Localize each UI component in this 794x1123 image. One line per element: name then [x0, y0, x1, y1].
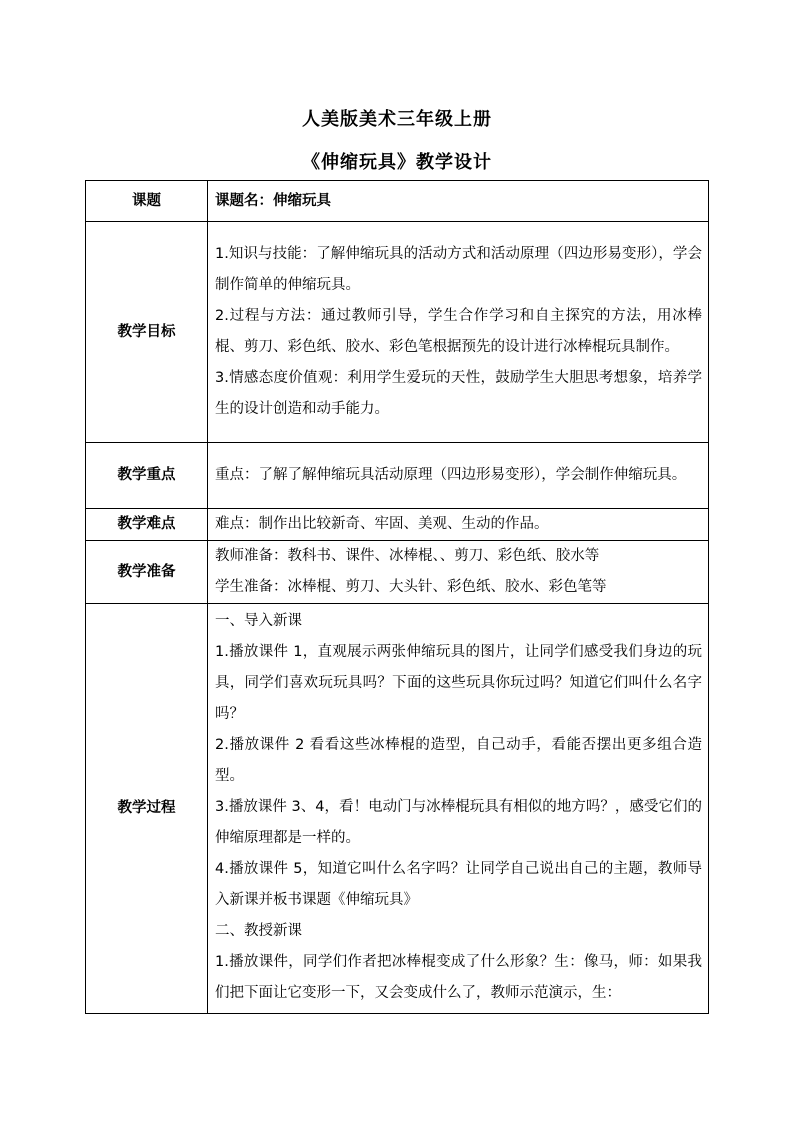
table-row-key-points: [86, 443, 709, 509]
row-content: [208, 604, 709, 1014]
content-paragraph: 2.播放课件 2 看看这些冰棒棍的造型，自己动手，看能否摆出更多组合造型。: [215, 737, 702, 784]
row-content: [208, 509, 709, 541]
content-paragraph: 难点：制作出比较新奇、牢固、美观、生动的作品。: [215, 516, 549, 532]
row-label: 教学过程: [86, 604, 208, 1014]
content-paragraph: 一、导入新课: [215, 613, 302, 629]
content-paragraph: 3.情感态度价值观：利用学生爱玩的天性，鼓励学生大胆思考想象，培养学生的设计创造和动手能力。: [215, 370, 702, 417]
content-paragraph: 4.播放课件 5，知道它叫什么名字吗？让同学自己说出自己的主题，教师导入新课并板书课题《伸缩玩具》: [215, 861, 702, 908]
content-paragraph: 1.播放课件 1，直观展示两张伸缩玩具的图片，让同学们感受我们身边的玩具，同学们喜欢玩玩具吗？下面的这些玩具你玩过吗？知道它们叫什么名字吗？: [215, 644, 702, 722]
row-label: 教学难点: [86, 509, 208, 541]
row-label: 课题: [86, 181, 208, 222]
content-paragraph: 重点：了解了解伸缩玩具活动原理（四边形易变形），学会制作伸缩玩具。: [215, 467, 687, 483]
row-label: 教学重点: [86, 443, 208, 509]
table-row-objectives: [86, 222, 709, 443]
row-content: [208, 541, 709, 604]
content-paragraph: 1.播放课件，同学们作者把冰棒棍变成了什么形象？生：像马，师：如果我们把下面让它变形一下，又会变成什么了，教师示范演示，生：: [215, 954, 702, 1001]
content-paragraph: 3.播放课件 3、4，看！电动门与冰棒棍玩具有相似的地方吗？，感受它们的伸缩原理都是一样的。: [215, 799, 702, 846]
row-label: 教学准备: [86, 541, 208, 604]
lesson-plan-table: [85, 180, 709, 1014]
content-paragraph: 1.知识与技能：了解伸缩玩具的活动方式和活动原理（四边形易变形），学会制作简单的伸缩玩具。: [215, 246, 702, 293]
document-title: 人美版美术三年级上册: [302, 109, 492, 130]
row-label: 教学目标: [86, 222, 208, 443]
content-paragraph: 二、教授新课: [215, 923, 302, 939]
row-content: [208, 222, 709, 443]
table-row-process: [86, 604, 709, 1014]
content-paragraph: 课题名：伸缩玩具: [215, 192, 331, 209]
row-content: [208, 181, 709, 222]
row-content: [208, 443, 709, 509]
document-subtitle: 《伸缩玩具》教学设计: [302, 152, 492, 173]
content-paragraph: 学生准备：冰棒棍、剪刀、大头针、彩色纸、胶水、彩色笔等: [215, 579, 607, 595]
content-paragraph: 2.过程与方法：通过教师引导，学生合作学习和自主探究的方法，用冰棒棍、剪刀、彩色纸、胶水、彩色笔根据预先的设计进行冰棒棍玩具制作。: [215, 308, 702, 355]
content-paragraph: 教师准备：教科书、课件、冰棒棍、、剪刀、彩色纸、胶水等: [215, 548, 600, 564]
table-row-topic: [86, 181, 709, 222]
table-row-difficulties: [86, 509, 709, 541]
table-row-preparation: [86, 541, 709, 604]
